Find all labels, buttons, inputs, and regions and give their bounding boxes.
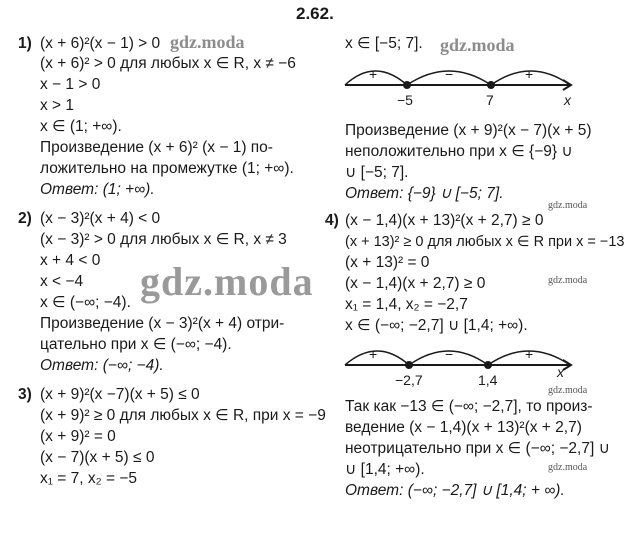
point-label: −2,7 [395,372,423,388]
problem-3-line: (x − 7)(x + 5) ≤ 0 [40,449,155,466]
problem-4-line: (x + 13)² = 0 [345,254,430,271]
problem-3-line: (x + 9)² = 0 [40,428,116,445]
page-title: 2.62. [296,4,334,23]
point-label: −5 [397,92,413,108]
problem-3-line: (x + 9)² ≥ 0 для любых x ∈ R, при x = −9 [40,407,326,424]
problem-1-line: x ∈ (1; +∞). [40,118,122,135]
problem-4-line: (x + 13)² ≥ 0 для любых x ∈ R при x = −13 [345,234,625,250]
problem-4-after-line: Так как −13 ∈ (−∞; −2,7], то произ- [345,398,593,415]
axis-var-label: x [557,364,564,380]
number-line-1 [345,55,585,110]
watermark: gdz.moda [548,385,588,396]
problem-1-line: (x + 6)²(x − 1) > 0 [40,35,161,52]
watermark: gdz.moda [170,32,245,52]
problem-1-line: ложительно на промежутке (1; +∞). [40,160,294,177]
sign-label: + [525,66,534,82]
right-top-line: ∪ [−5; 7]. [345,164,409,181]
problem-4-line: x₁ = 1,4, x₂ = −2,7 [345,296,468,313]
problem-4-after-line: неотрицательно при x ∈ (−∞; −2,7] ∪ [345,440,610,457]
problem-1-line: x > 1 [40,97,75,114]
right-top-line: неположительно при x ∈ {−9} ∪ [345,143,573,160]
problem-4-line: (x − 1,4)(x + 13)²(x + 2,7) ≥ 0 [345,212,544,229]
problem-2-answer: Ответ: (−∞; −4). [40,357,164,374]
problem-4-line: x ∈ (−∞; −2,7] ∪ [1,4; +∞). [345,317,528,334]
problem-1-answer: Ответ: (1; +∞). [40,181,155,198]
number-line-2 [345,335,585,390]
sign-label: − [445,66,454,82]
watermark: gdz.moda [140,259,314,304]
problem-1-line: x − 1 > 0 [40,76,101,93]
point-label: 1,4 [478,372,498,388]
problem-2-line: x + 4 < 0 [40,252,101,269]
problem-2-line: Произведение (x − 3)²(x + 4) отри- [40,315,285,332]
problem-3-number: 3) [18,386,32,403]
watermark: gdz.moda [440,35,515,55]
problem-2-line: цательно при x ∈ (−∞; −4). [40,336,232,353]
problem-2-line: x ∈ (−∞; −4). [40,294,131,311]
problem-4-number: 4) [325,212,339,229]
point-label: 7 [486,92,494,108]
problem-3-line: (x + 9)²(x −7)(x + 5) ≤ 0 [40,386,200,403]
interval-line: x ∈ [−5; 7]. [345,35,423,52]
problem-4-after-line: ведение (x − 1,4)(x + 13)²(x + 2,7) [345,419,582,436]
sign-label: + [369,66,378,82]
problem-1-line: Произведение (x + 6)² (x − 1) по- [40,139,273,156]
problem-1-line: (x + 6)² > 0 для любых x ∈ R, x ≠ −6 [40,55,296,72]
problem-2-line: (x − 3)² > 0 для любых x ∈ R, x ≠ 3 [40,231,287,248]
problem-4-answer: Ответ: (−∞; −2,7] ∪ [1,4; + ∞). [345,482,565,499]
sign-label: + [525,346,534,362]
problem-4-line: (x − 1,4)(x + 2,7) ≥ 0 [345,275,486,292]
problem-2-line: x < −4 [40,273,84,290]
watermark: gdz.moda [548,275,588,286]
right-top-line: Произведение (x + 9)²(x − 7)(x + 5) [345,122,592,139]
axis-var-label: x [564,92,571,108]
problem-4-after-line: ∪ [1,4; +∞). [345,461,425,478]
problem-1-number: 1) [18,35,32,52]
sign-label: − [445,346,454,362]
watermark: gdz.moda [548,462,588,473]
right-top-answer: Ответ: {−9} ∪ [−5; 7]. [345,185,504,202]
problem-3-line: x₁ = 7, x₂ = −5 [40,470,137,487]
problem-2-number: 2) [18,210,32,227]
sign-label: + [369,346,378,362]
problem-2-line: (x − 3)²(x + 4) < 0 [40,210,161,227]
watermark: gdz.moda [548,200,588,211]
